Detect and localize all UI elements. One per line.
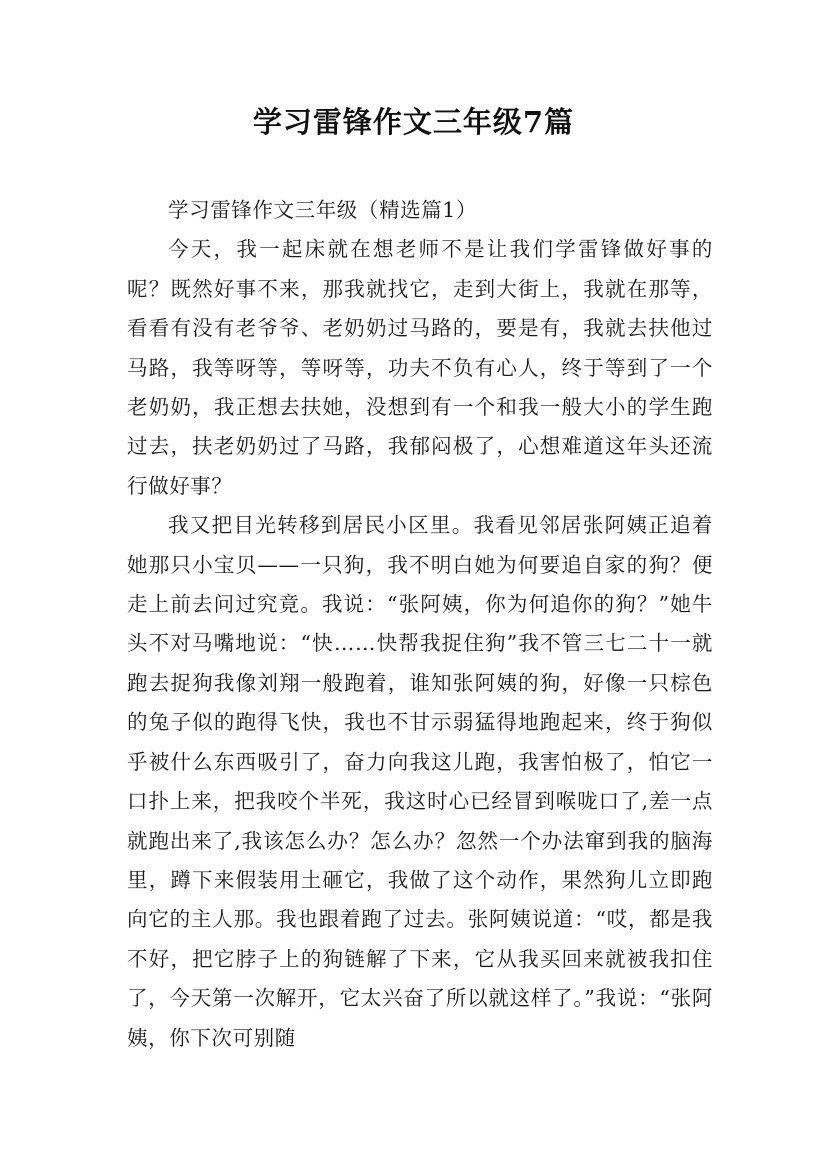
document-title: 学习雷锋作文三年级7篇 <box>252 105 575 139</box>
paragraph: 我又把目光转移到居民小区里。我看见邻居张阿姨正追着她那只小宝贝——一只狗，我不明白她为何要追自家的狗？便走上前去问过究竟。我说：“张阿姨，你为何追你的狗？”她牛头不对马嘴地说：“快……快帮我捉住狗”我不管三七二十一就跑去捉狗我像刘翔一般跑着，谁知张阿姨的狗，好像一只棕色的兔子似的跑得飞快，我也不甘示弱猛得地跑起来，终于狗似乎被什么东西吸引了，奋力向我这儿跑，我害怕极了，怕它一口扑上来，把我咬个半死，我这时心已经冒到喉咙口了,差一点就跑出来了,我该怎么办？怎么办？忽然一个办法窜到我的脑海里，蹲下来假装用土砸它，我做了这个动作，果然狗儿立即跑向它的主人那。我也跟着跑了过去。张阿姨说道：“哎，都是我不好，把它脖子上的狗链解了下来，它从我买回来就被我扣住了，今天第一次解开，它太兴奋了所以就这样了。”我说：“张阿姨，你下次可别随 <box>127 513 713 1050</box>
document-body <box>127 191 713 1058</box>
section-heading: 学习雷锋作文三年级（精选篇1） <box>168 198 478 222</box>
paragraph: 今天，我一起床就在想老师不是让我们学雷锋做好事的呢？既然好事不来，那我就找它，走到大街上，我就在那等，看看有没有老爷爷、老奶奶过马路的，要是有，我就去扶他过马路，我等呀等，等呀等，功夫不负有心人，终于等到了一个老奶奶，我正想去扶她，没想到有一个和我一般大小的学生跑过去，扶老奶奶过了马路，我郁闷极了，心想难道这年头还流行做好事？ <box>127 237 713 498</box>
